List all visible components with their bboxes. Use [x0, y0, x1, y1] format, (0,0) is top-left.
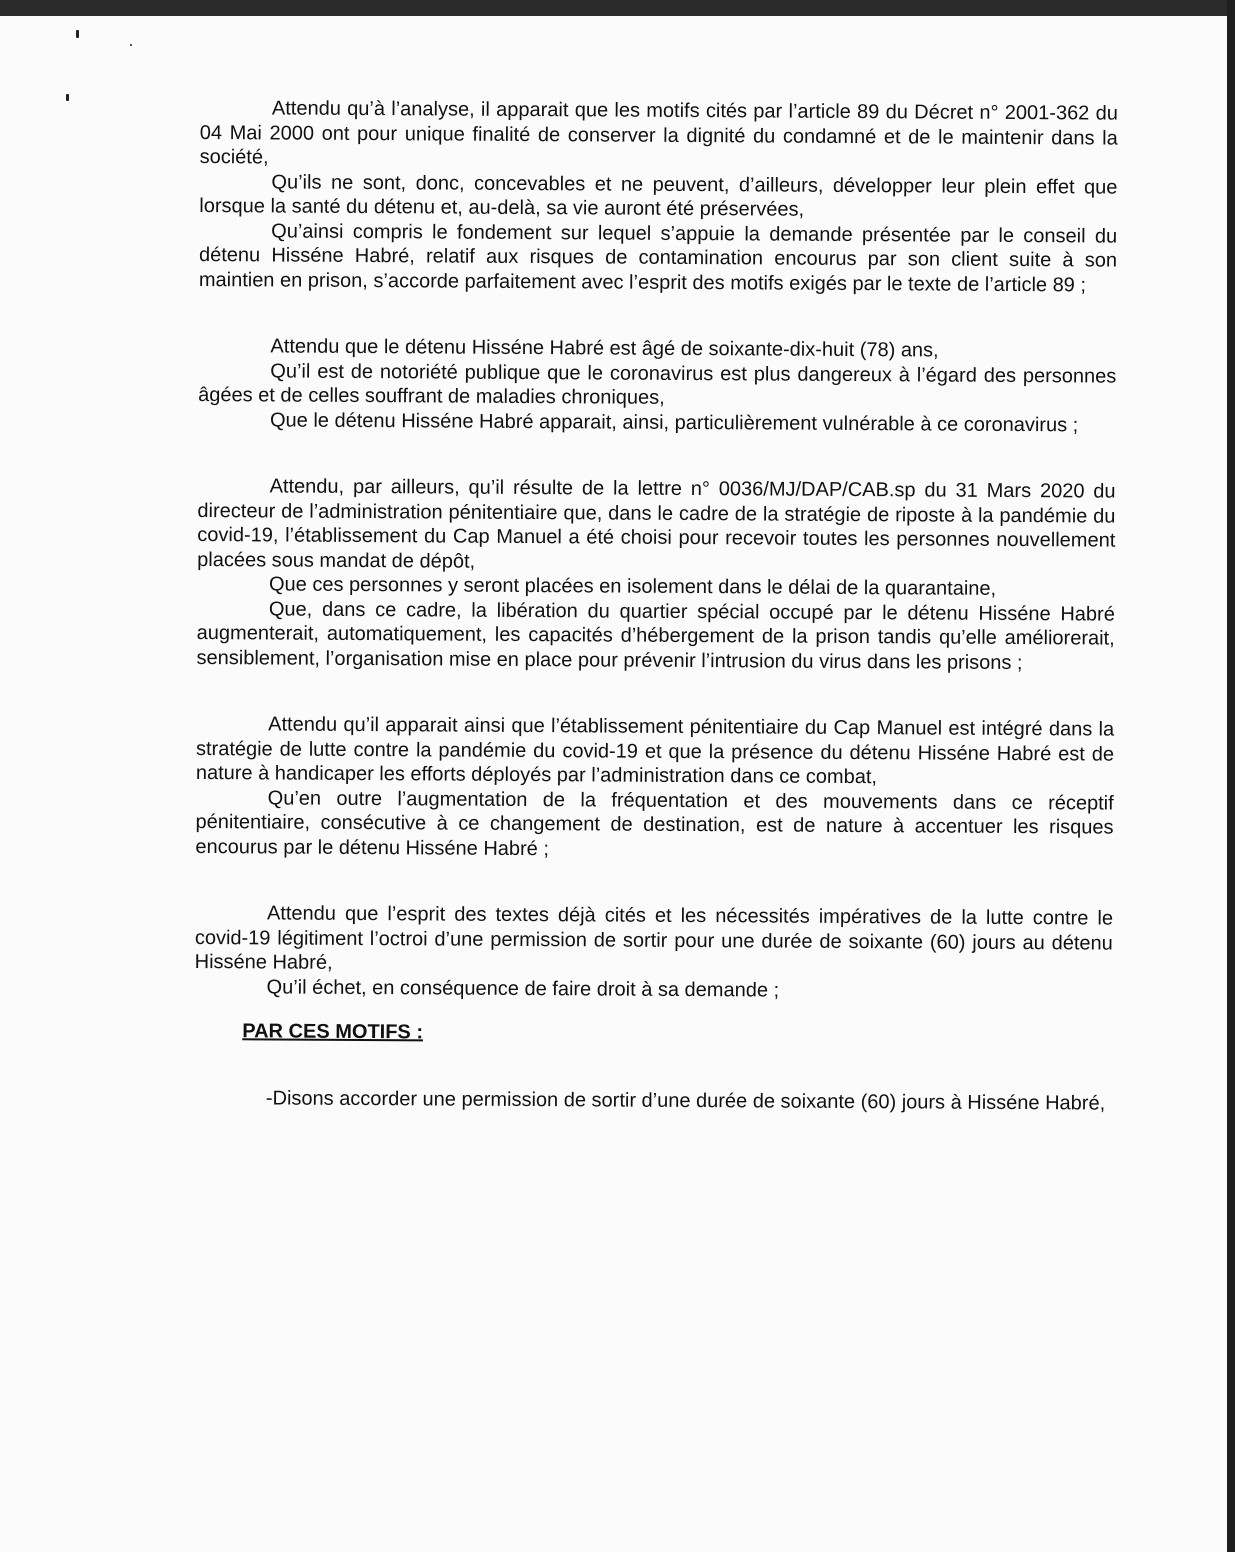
paragraph: Qu’il échet, en conséquence de faire droit à sa demande ; — [266, 975, 780, 1002]
section-gap — [199, 292, 1117, 340]
section-gap — [194, 1043, 1112, 1091]
paragraph: Attendu qu’à l’analyse, il apparait que les motifs cités par l’article 89 du Décret n° 2001-362 du 04 Mai 2000 ont pour unique finalité de conserver la dignité du condamné et de le maintenir dans la société, — [199, 97, 1118, 169]
paragraph: Qu’en outre l’augmentation de la fréquentation et des mouvements dans ce réceptif pénitentiaire, consécutive à ce changement de destination, est de nature à accentuer les risques encourus par le détenu Hisséne Habré ; — [195, 786, 1114, 860]
paragraph: Que ces personnes y seront placées en isolement dans le délai de la quarantaine, — [268, 573, 997, 600]
paragraph: Attendu qu’il apparait ainsi que l’établissement pénitentiaire du Cap Manuel est intégré dans la stratégie de lutte contre la pandémie du covid-19 et que la présence du détenu Hisséne Habré est de nature à handicaper les efforts déployés par l’administration dans ce combat, — [195, 713, 1115, 789]
paragraph: Attendu que l’esprit des textes déjà cités et les nécessités impératives de la lutte contre le covid-19 légitiment l’octroi d’une permission de sortir pour une durée de soixante (60) jours au détenu Hisséne Habré, — [194, 902, 1114, 974]
section-gap — [198, 432, 1116, 480]
paragraph: Attendu, par ailleurs, qu’il résulte de la lettre n° 0036/MJ/DAP/CAB.sp du 31 Mars 2020 du directeur de l’administration pénitentiaire que, dans le cadre de la stratégie de riposte à la pandémie du covid-19, l’établissement du Cap Manuel a été choisi pour recevoir toutes les personnes nouvellement placées sous mandat de dépôt, — [197, 475, 1116, 573]
paragraph: Que le détenu Hisséne Habré apparait, ainsi, particulièrement vulnérable à ce coronavirus ; — [269, 408, 1079, 436]
viewer-right-edge — [1227, 0, 1235, 1552]
scan-speck — [76, 30, 79, 38]
paragraph: Attendu que le détenu Hisséne Habré est âgé de soixante-dix-huit (78) ans, — [270, 335, 939, 362]
paragraph: Que, dans ce cadre, la libération du quartier spécial occupé par le détenu Hisséne Habré augmenterait, automatiquement, les capacités d’hébergement de la prison tandis qu’elle améliorerait, sensiblement, l’organisation mise en place pour prévenir l’intrusion du virus dans les prisons ; — [196, 597, 1115, 674]
document-body — [194, 96, 1118, 1116]
scan-speck — [130, 44, 132, 46]
paragraph: Qu’ainsi compris le fondement sur lequel s’appuie la demande présentée par le conseil du détenu Hisséne Habré, relatif aux risques de contamination encourus par son client suite à son maintien en prison, s’accorde parfaitement avec l’esprit des motifs exigés par le texte de l’article 89 ; — [198, 219, 1118, 296]
section-gap — [195, 859, 1113, 907]
scanned-page — [0, 16, 1227, 1552]
decision-paragraph: -Disons accorder une permission de sortir d’une durée de soixante (60) jours à Hisséne Habré, — [265, 1086, 1106, 1115]
paragraph: Qu’ils ne sont, donc, concevables et ne peuvent, d’ailleurs, développer leur plein effet que lorsque la santé du détenu et, au-delà, sa vie auront été préservées, — [199, 170, 1118, 221]
viewer-top-bar — [0, 0, 1235, 16]
section-heading: PAR CES MOTIFS : — [242, 1020, 424, 1044]
scan-speck — [66, 94, 69, 101]
section-gap — [196, 670, 1114, 718]
paragraph: Qu’il est de notoriété publique que le coronavirus est plus dangereux à l’égard des personnes âgées et de celles souffrant de maladies chroniques, — [198, 359, 1117, 409]
